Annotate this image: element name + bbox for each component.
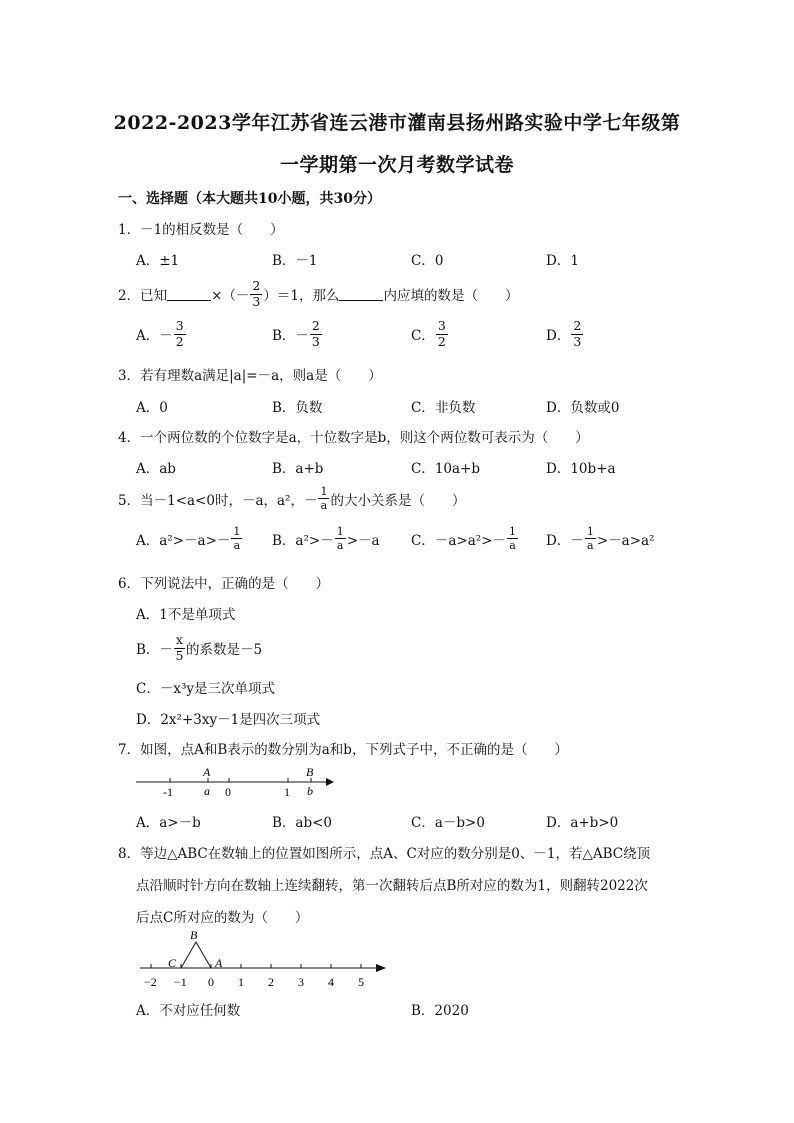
option-b[interactable]: B．负数 xyxy=(272,400,323,416)
q2-mid2: ）＝1，那么 xyxy=(263,288,340,304)
tick-labels xyxy=(144,975,364,989)
option-c[interactable]: C．a－b>0 xyxy=(411,815,485,831)
fraction-numerator: 3 xyxy=(437,318,446,333)
fraction-numerator: 1 xyxy=(508,525,516,538)
option-b[interactable]: B．a+b xyxy=(272,461,324,477)
option-text: C．－a>a²>－ xyxy=(411,532,506,549)
option-c[interactable]: C．－x³y是三次单项式 xyxy=(136,681,275,697)
option-a[interactable] xyxy=(136,526,243,551)
answer-blank[interactable] xyxy=(167,288,211,301)
fraction-denominator: a xyxy=(336,539,344,552)
question-text: 7．如图，点A和B表示的数分别为a和b，下列式子中，不正确的是（ ） xyxy=(118,742,568,758)
option-c[interactable] xyxy=(411,320,449,348)
option-text: B．－ xyxy=(136,642,173,658)
fraction-denominator: 5 xyxy=(175,647,184,663)
option-a[interactable]: A．1不是单项式 xyxy=(136,607,236,623)
tick-label: −1 xyxy=(174,975,187,989)
fraction-denominator: 3 xyxy=(252,293,261,309)
tick-label: 5 xyxy=(358,975,364,989)
fraction-denominator: 2 xyxy=(437,333,446,349)
option-text: B．a²>－ xyxy=(272,532,334,549)
question-text-line3: 后点C所对应的数为（ ） xyxy=(136,910,309,926)
fraction-denominator: a xyxy=(233,539,241,552)
option-a[interactable]: A．±1 xyxy=(136,253,180,269)
fraction-denominator: a xyxy=(509,539,516,552)
equilateral-triangle-abc xyxy=(181,942,211,968)
question-text xyxy=(118,486,465,511)
option-b[interactable]: B．2020 xyxy=(411,1003,469,1019)
question-text: 1．－1的相反数是（ ） xyxy=(118,222,284,238)
fraction xyxy=(250,280,262,308)
option-text: A．a²>－a>－ xyxy=(136,532,231,549)
option-d[interactable]: D．a+b>0 xyxy=(546,815,619,831)
fraction-denominator: 3 xyxy=(311,333,320,349)
fraction-denominator: a xyxy=(320,499,328,512)
tick-label: 1 xyxy=(284,785,290,799)
question-text-line1: 8．等边△ABC在数轴上的位置如图所示，点A、C对应的数分别是0、－1，若△ABC绕顶 xyxy=(118,846,651,862)
question-text-line2: 点沿顺时针方向在数轴上连续翻转，第一次翻转后点B所对应的数为1，则翻转2022次 xyxy=(136,878,648,894)
tick-label: 2 xyxy=(268,975,274,989)
point-label-B: B xyxy=(306,765,314,779)
fraction xyxy=(318,486,329,511)
fraction-numerator: x xyxy=(175,632,183,647)
fraction xyxy=(310,320,322,348)
option-d[interactable]: D．10b+a xyxy=(546,461,616,477)
option-d[interactable] xyxy=(546,320,584,348)
fraction xyxy=(507,526,518,551)
question-text: 4．一个两位数的个位数字是a，十位数字是b，则这个两位数可表示为（ ） xyxy=(118,430,589,446)
tick-label: −2 xyxy=(144,975,157,989)
tick-label: 3 xyxy=(298,975,304,989)
option-a[interactable]: A．0 xyxy=(136,400,168,416)
fraction-numerator: 1 xyxy=(320,485,328,498)
fraction-numerator: 1 xyxy=(233,525,241,538)
section-heading: 一、选择题（本大题共10小题，共30分） xyxy=(118,191,381,207)
fraction-denominator: a xyxy=(587,539,594,552)
point-value-a: a xyxy=(204,784,210,798)
fraction xyxy=(436,320,448,348)
q5-prefix: 5．当－1<a<0时，－a，a²，－ xyxy=(118,492,318,509)
fraction xyxy=(585,526,596,551)
option-label: D． xyxy=(546,328,571,344)
number-line-arrow xyxy=(376,964,386,972)
point-label-A: A xyxy=(203,765,211,779)
option-d[interactable] xyxy=(546,526,654,551)
q5-suffix: 的大小关系是（ ） xyxy=(330,492,466,509)
vertex-label-C: C xyxy=(168,956,177,970)
option-a[interactable]: A．ab xyxy=(136,461,176,477)
option-text: >－a>a² xyxy=(596,532,655,549)
number-line-figure xyxy=(130,762,340,802)
tick-label: -1 xyxy=(163,785,173,799)
point-value-b: b xyxy=(307,784,313,798)
fraction-numerator: 1 xyxy=(336,525,344,538)
page-title-line1: 2022-2023学年江苏省连云港市灌南县扬州路实验中学七年级第 xyxy=(113,112,681,134)
option-b[interactable] xyxy=(272,526,380,551)
q2-prefix: 2．已知 xyxy=(118,288,168,304)
option-text: 的系数是－5 xyxy=(185,642,263,658)
option-label: B．－ xyxy=(272,328,309,344)
tick-label: 0 xyxy=(225,785,231,799)
page-title-line2: 一学期第一次月考数学试卷 xyxy=(279,154,514,176)
option-a[interactable]: A．不对应任何数 xyxy=(136,1003,241,1019)
fraction-denominator: 2 xyxy=(175,333,184,349)
option-a[interactable]: A．a>－b xyxy=(136,815,201,831)
question-text: 6．下列说法中，正确的是（ ） xyxy=(118,576,330,592)
number-line-arrow xyxy=(326,778,334,786)
fraction xyxy=(174,320,186,348)
vertex-label-B: B xyxy=(190,928,198,942)
option-d[interactable]: D．1 xyxy=(546,253,579,269)
tick-label: 0 xyxy=(208,975,214,989)
option-b[interactable]: B．－1 xyxy=(272,253,318,269)
fraction-numerator: 2 xyxy=(573,318,582,333)
option-d[interactable]: D．2x²+3xy－1是四次三项式 xyxy=(136,712,321,728)
fraction-denominator: 3 xyxy=(573,333,582,349)
option-c[interactable]: C．非负数 xyxy=(411,400,476,416)
option-text: >－a xyxy=(346,532,380,549)
q2-suffix: 内应填的数是（ ） xyxy=(383,288,519,304)
question-text xyxy=(118,280,518,308)
fraction-numerator: 3 xyxy=(175,318,184,333)
option-c[interactable]: C．0 xyxy=(411,253,444,269)
option-a[interactable] xyxy=(136,320,187,348)
fraction-numerator: 2 xyxy=(311,318,320,333)
option-c[interactable] xyxy=(411,526,519,551)
tick-label: 4 xyxy=(328,975,334,989)
question-text: 3．若有理数a满足|a|=－a，则a是（ ） xyxy=(118,368,382,384)
fraction-numerator: 1 xyxy=(586,525,594,538)
fraction xyxy=(174,634,185,662)
fraction xyxy=(231,526,242,551)
fraction-numerator: 2 xyxy=(252,278,261,293)
option-d[interactable]: D．负数或0 xyxy=(546,400,620,416)
option-label: C． xyxy=(411,328,435,344)
tick-label: 1 xyxy=(238,975,244,989)
triangle-number-line-figure xyxy=(130,926,390,992)
fraction xyxy=(571,320,583,348)
option-b[interactable] xyxy=(136,634,262,662)
option-label: A．－ xyxy=(136,328,173,344)
answer-blank[interactable] xyxy=(339,288,383,301)
fraction xyxy=(335,526,346,551)
option-b[interactable]: B．ab<0 xyxy=(272,815,333,831)
option-b[interactable] xyxy=(272,320,323,348)
q2-mid1: ×（－ xyxy=(211,288,250,304)
vertex-label-A: A xyxy=(215,956,223,970)
option-c[interactable]: C．10a+b xyxy=(411,461,481,477)
option-text: D．－ xyxy=(546,532,584,549)
